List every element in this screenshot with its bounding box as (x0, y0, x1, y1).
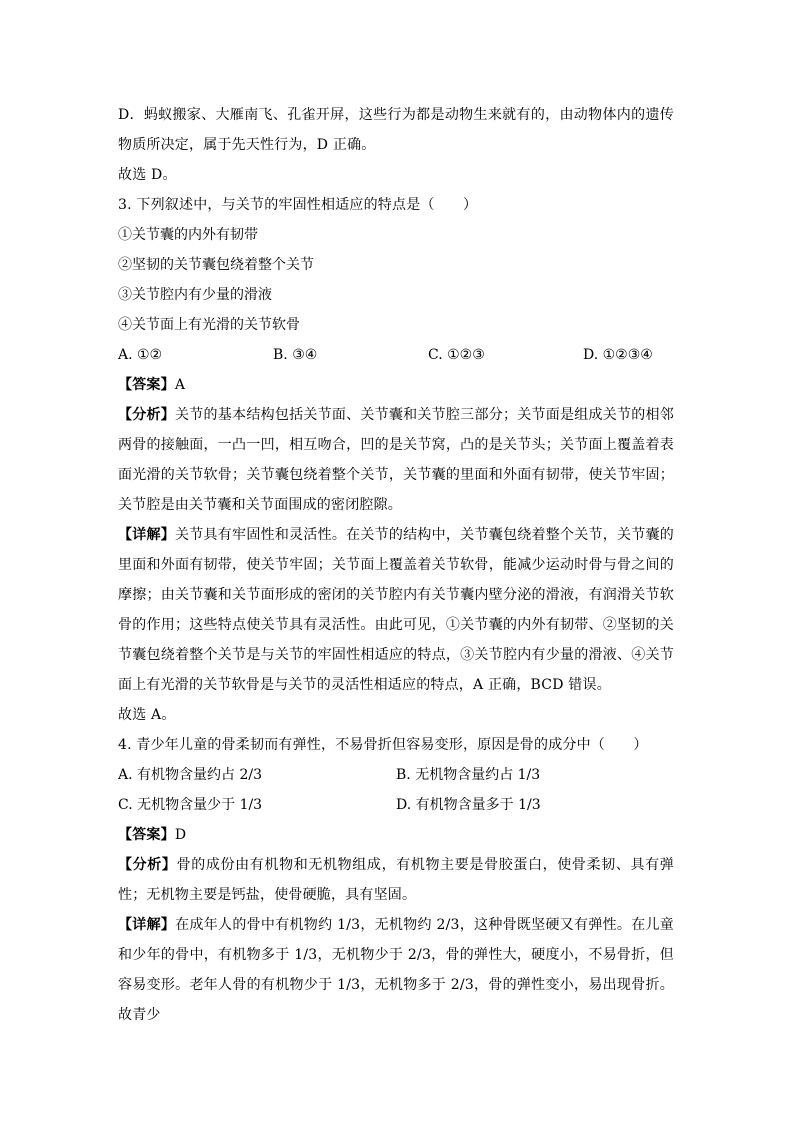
question-3-answer (118, 370, 674, 400)
answer-value: A (174, 377, 186, 393)
question-3-stem: 3. 下列叙述中，与关节的牢固性相适应的特点是（ ） (118, 197, 478, 213)
question-3-option-c: C. ①②③ (428, 347, 485, 363)
question-4-option-b: B. 无机物含量约占 1/3 (396, 767, 541, 783)
question-3-analysis (118, 400, 674, 520)
choice-conclusion: 故选 D。 (118, 167, 177, 183)
question-3-option-b: B. ③④ (273, 347, 318, 363)
question-4-option-c: C. 无机物含量少于 1/3 (118, 797, 263, 813)
question-4-option-a: A. 有机物含量约占 2/3 (118, 767, 262, 783)
question-3-choice-conclusion: 故选 A。 (118, 707, 176, 723)
question-3-item-3: ③关节腔内有少量的滑液 (118, 287, 272, 303)
question-3-option-d: D. ①②③④ (583, 347, 653, 363)
page-content (118, 100, 674, 1030)
analysis-label: 【分析】 (118, 407, 176, 423)
detail-text: 关节具有牢固性和灵活性。在关节的结构中，关节囊包绕着整个关节，关节囊的里面和外面有韧带，使关节牢固；关节面上覆盖着关节软骨，能减少运动时骨与骨之间的摩擦；由关节囊和关节面形成的密闭的关节腔内有关节囊内壁分泌的滑液，有润滑关节软骨的作用；这些特点使关节具有灵活性。由此可见，①关节囊的内外有韧带、②坚韧的关节囊包绕着整个关节是与关节的牢固性相适应的特点，③关节腔内有少量的滑液、④关节面上有光滑的关节软骨是与关节的灵活性相适应的特点，A 正确，BCD 错误。 (118, 527, 674, 693)
analysis-label: 【分析】 (118, 857, 177, 873)
question-4-stem: 4. 青少年儿童的骨柔韧而有弹性，不易骨折但容易变形，原因是骨的成分中（ ） (118, 737, 648, 753)
detail-label: 【详解】 (118, 527, 176, 543)
detail-label: 【详解】 (118, 917, 176, 933)
question-4-answer (118, 820, 674, 850)
answer-value: D (174, 827, 187, 843)
question-4-detail (118, 910, 674, 1030)
question-3-item-1: ①关节囊的内外有韧带 (118, 227, 258, 243)
question-4-option-d: D. 有机物含量多于 1/3 (396, 797, 541, 813)
answer-label: 【答案】 (118, 827, 175, 843)
question-4-options-row-1 (118, 760, 674, 790)
answer-label: 【答案】 (118, 377, 175, 393)
question-3-item-2: ②坚韧的关节囊包绕着整个关节 (118, 257, 314, 273)
option-d-explanation: D．蚂蚁搬家、大雁南飞、孔雀开屏，这些行为都是动物生来就有的，由动物体内的遗传物质所决定，属于先天性行为，D 正确。 (118, 107, 674, 153)
question-3-options (118, 340, 674, 370)
detail-text: 在成年人的骨中有机物约 1/3，无机物约 2/3，这种骨既坚硬又有弹性。在儿童和少年的骨中，有机物多于 1/3，无机物少于 2/3，骨的弹性大，硬度小，不易骨折，但容易变形。老年人骨的有机物少于 1/3，无机物多于 2/3，骨的弹性变小，易出现骨折。故青少 (118, 917, 674, 1023)
question-3-option-a: A. ①② (118, 347, 163, 363)
question-4-analysis (118, 850, 674, 910)
question-3-item-4: ④关节面上有光滑的关节软骨 (118, 317, 300, 333)
analysis-text: 骨的成份由有机物和无机物组成，有机物主要是骨胶蛋白，使骨柔韧、具有弹性；无机物主要是钙盐，使骨硬脆，具有坚固。 (118, 857, 674, 903)
question-4-options-row-2 (118, 790, 674, 820)
analysis-text: 关节的基本结构包括关节面、关节囊和关节腔三部分；关节面是组成关节的相邻两骨的接触面，一凸一凹，相互吻合，凹的是关节窝，凸的是关节头；关节面上覆盖着表面光滑的关节软骨；关节囊包绕着整个关节，关节囊的里面和外面有韧带，使关节牢固；关节腔是由关节囊和关节面围成的密闭腔隙。 (118, 407, 674, 513)
question-3-detail (118, 520, 674, 700)
